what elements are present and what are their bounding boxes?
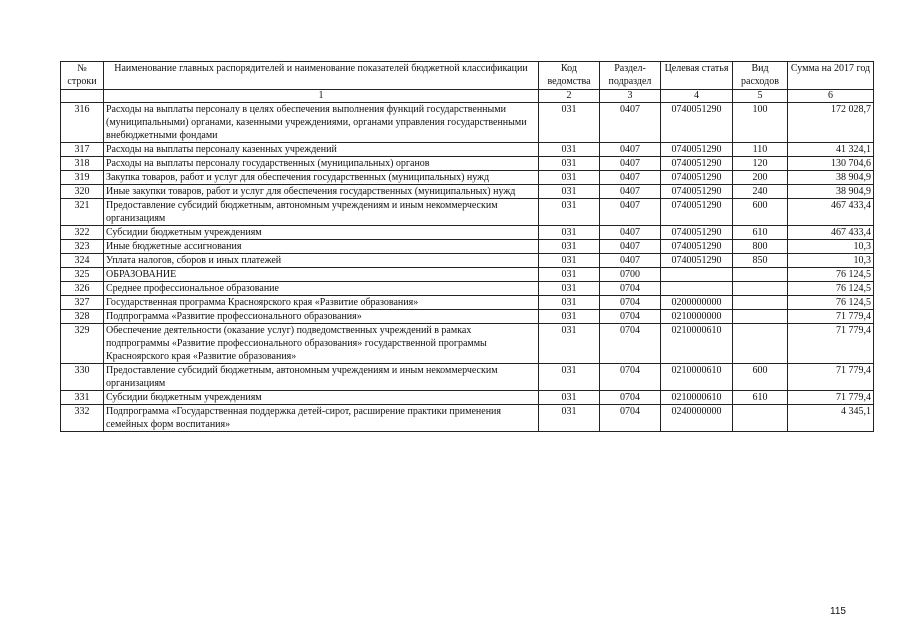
- table-row: [61, 254, 874, 268]
- target-article-cell: [661, 282, 733, 296]
- expense-type-cell: 610: [733, 391, 788, 405]
- section-cell: 0407: [600, 199, 661, 226]
- section-cell: 0407: [600, 143, 661, 157]
- row-number-cell: 325: [61, 268, 104, 282]
- amount-cell: 76 124,5: [788, 268, 874, 282]
- department-code-cell: 031: [539, 296, 600, 310]
- expense-type-cell: 240: [733, 185, 788, 199]
- department-code-cell: 031: [539, 226, 600, 240]
- table-row: [61, 405, 874, 432]
- table-row: [61, 296, 874, 310]
- department-code-cell: 031: [539, 282, 600, 296]
- column-number-row: [61, 90, 874, 103]
- amount-cell: 71 779,4: [788, 310, 874, 324]
- name-cell: Предоставление субсидий бюджетным, автономным учреждениям и иным некоммерческим организациям: [104, 199, 539, 226]
- name-cell: Иные закупки товаров, работ и услуг для обеспечения государственных (муниципальных) нужд: [104, 185, 539, 199]
- name-cell: Среднее профессиональное образование: [104, 282, 539, 296]
- table-row: [61, 199, 874, 226]
- row-number-cell: 322: [61, 226, 104, 240]
- row-number-cell: 317: [61, 143, 104, 157]
- expense-type-cell: 600: [733, 364, 788, 391]
- row-number-cell: 327: [61, 296, 104, 310]
- row-number-cell: 316: [61, 103, 104, 143]
- expense-type-cell: [733, 324, 788, 364]
- row-number-cell: 323: [61, 240, 104, 254]
- section-cell: 0407: [600, 171, 661, 185]
- table-body: [61, 103, 874, 432]
- amount-cell: 467 433,4: [788, 199, 874, 226]
- row-number-cell: 326: [61, 282, 104, 296]
- table-row: [61, 364, 874, 391]
- department-code-cell: 031: [539, 364, 600, 391]
- name-cell: Предоставление субсидий бюджетным, автономным учреждениям и иным некоммерческим организациям: [104, 364, 539, 391]
- section-cell: 0407: [600, 240, 661, 254]
- expense-type-cell: 200: [733, 171, 788, 185]
- section-cell: 0700: [600, 268, 661, 282]
- amount-cell: 38 904,9: [788, 171, 874, 185]
- row-number-cell: 324: [61, 254, 104, 268]
- department-code-cell: 031: [539, 391, 600, 405]
- name-cell: Подпрограмма «Государственная поддержка детей-сирот, расширение практики применения семейных форм воспитания»: [104, 405, 539, 432]
- section-cell: 0704: [600, 296, 661, 310]
- header-department-code: Код ведомства: [539, 62, 600, 90]
- expense-type-cell: [733, 282, 788, 296]
- target-article-cell: 0740051290: [661, 157, 733, 171]
- department-code-cell: 031: [539, 268, 600, 282]
- expense-type-cell: 800: [733, 240, 788, 254]
- budget-table: [60, 61, 874, 432]
- header-target-article: Целевая статья: [661, 62, 733, 90]
- expense-type-cell: 110: [733, 143, 788, 157]
- name-cell: Государственная программа Красноярского края «Развитие образования»: [104, 296, 539, 310]
- amount-cell: 76 124,5: [788, 296, 874, 310]
- department-code-cell: 031: [539, 143, 600, 157]
- row-number-cell: 319: [61, 171, 104, 185]
- expense-type-cell: 100: [733, 103, 788, 143]
- section-cell: 0704: [600, 324, 661, 364]
- column-number: 6: [788, 90, 874, 103]
- department-code-cell: 031: [539, 185, 600, 199]
- target-article-cell: 0210000000: [661, 310, 733, 324]
- department-code-cell: 031: [539, 171, 600, 185]
- section-cell: 0407: [600, 157, 661, 171]
- amount-cell: 76 124,5: [788, 282, 874, 296]
- amount-cell: 467 433,4: [788, 226, 874, 240]
- name-cell: Расходы на выплаты персоналу в целях обеспечения выполнения функций государственными (муниципальными) органами, казенными учреждениями, органами управления государственными внебюджетными фондами: [104, 103, 539, 143]
- name-cell: Субсидии бюджетным учреждениям: [104, 391, 539, 405]
- header-name: Наименование главных распорядителей и наименование показателей бюджетной классификации: [104, 62, 539, 90]
- target-article-cell: 0200000000: [661, 296, 733, 310]
- header-section: Раздел-подраздел: [600, 62, 661, 90]
- amount-cell: 41 324,1: [788, 143, 874, 157]
- table-row: [61, 324, 874, 364]
- target-article-cell: 0740051290: [661, 240, 733, 254]
- row-number-cell: 321: [61, 199, 104, 226]
- department-code-cell: 031: [539, 310, 600, 324]
- expense-type-cell: 120: [733, 157, 788, 171]
- department-code-cell: 031: [539, 157, 600, 171]
- table-row: [61, 282, 874, 296]
- expense-type-cell: 610: [733, 226, 788, 240]
- amount-cell: 172 028,7: [788, 103, 874, 143]
- section-cell: 0704: [600, 391, 661, 405]
- target-article-cell: 0210000610: [661, 364, 733, 391]
- header-row-number: № строки: [61, 62, 104, 90]
- target-article-cell: 0740051290: [661, 143, 733, 157]
- column-number: [61, 90, 104, 103]
- amount-cell: 4 345,1: [788, 405, 874, 432]
- name-cell: Обеспечение деятельности (оказание услуг) подведомственных учреждений в рамках подпрограммы «Развитие профессионального образования» государственной программы Красноярского края «Развитие образования»: [104, 324, 539, 364]
- department-code-cell: 031: [539, 405, 600, 432]
- department-code-cell: 031: [539, 240, 600, 254]
- column-number: 3: [600, 90, 661, 103]
- column-number: 4: [661, 90, 733, 103]
- target-article-cell: 0740051290: [661, 199, 733, 226]
- table-row: [61, 391, 874, 405]
- expense-type-cell: 850: [733, 254, 788, 268]
- row-number-cell: 318: [61, 157, 104, 171]
- department-code-cell: 031: [539, 254, 600, 268]
- amount-cell: 10,3: [788, 254, 874, 268]
- header-expense-type: Вид расходов: [733, 62, 788, 90]
- target-article-cell: 0740051290: [661, 226, 733, 240]
- column-number: 2: [539, 90, 600, 103]
- row-number-cell: 331: [61, 391, 104, 405]
- page-number: 115: [830, 606, 846, 617]
- target-article-cell: 0740051290: [661, 185, 733, 199]
- table-row: [61, 185, 874, 199]
- target-article-cell: 0740051290: [661, 171, 733, 185]
- section-cell: 0704: [600, 364, 661, 391]
- section-cell: 0704: [600, 310, 661, 324]
- table-row: [61, 268, 874, 282]
- name-cell: Расходы на выплаты персоналу казенных учреждений: [104, 143, 539, 157]
- expense-type-cell: [733, 310, 788, 324]
- amount-cell: 71 779,4: [788, 324, 874, 364]
- name-cell: ОБРАЗОВАНИЕ: [104, 268, 539, 282]
- name-cell: Субсидии бюджетным учреждениям: [104, 226, 539, 240]
- column-number: 5: [733, 90, 788, 103]
- table-row: [61, 226, 874, 240]
- section-cell: 0704: [600, 282, 661, 296]
- target-article-cell: 0740051290: [661, 254, 733, 268]
- name-cell: Иные бюджетные ассигнования: [104, 240, 539, 254]
- target-article-cell: 0240000000: [661, 405, 733, 432]
- row-number-cell: 329: [61, 324, 104, 364]
- amount-cell: 71 779,4: [788, 391, 874, 405]
- name-cell: Расходы на выплаты персоналу государственных (муниципальных) органов: [104, 157, 539, 171]
- section-cell: 0704: [600, 405, 661, 432]
- target-article-cell: 0210000610: [661, 391, 733, 405]
- amount-cell: 38 904,9: [788, 185, 874, 199]
- department-code-cell: 031: [539, 103, 600, 143]
- table-row: [61, 157, 874, 171]
- section-cell: 0407: [600, 254, 661, 268]
- column-number: 1: [104, 90, 539, 103]
- table-row: [61, 310, 874, 324]
- section-cell: 0407: [600, 185, 661, 199]
- amount-cell: 71 779,4: [788, 364, 874, 391]
- expense-type-cell: [733, 296, 788, 310]
- department-code-cell: 031: [539, 199, 600, 226]
- target-article-cell: 0210000610: [661, 324, 733, 364]
- expense-type-cell: [733, 268, 788, 282]
- row-number-cell: 320: [61, 185, 104, 199]
- target-article-cell: 0740051290: [661, 103, 733, 143]
- header-amount: Сумма на 2017 год: [788, 62, 874, 90]
- table-row: [61, 103, 874, 143]
- table-row: [61, 240, 874, 254]
- name-cell: Уплата налогов, сборов и иных платежей: [104, 254, 539, 268]
- department-code-cell: 031: [539, 324, 600, 364]
- expense-type-cell: [733, 405, 788, 432]
- section-cell: 0407: [600, 103, 661, 143]
- row-number-cell: 332: [61, 405, 104, 432]
- amount-cell: 130 704,6: [788, 157, 874, 171]
- table-row: [61, 171, 874, 185]
- name-cell: Закупка товаров, работ и услуг для обеспечения государственных (муниципальных) нужд: [104, 171, 539, 185]
- target-article-cell: [661, 268, 733, 282]
- header-row: [61, 62, 874, 90]
- amount-cell: 10,3: [788, 240, 874, 254]
- row-number-cell: 328: [61, 310, 104, 324]
- table-row: [61, 143, 874, 157]
- row-number-cell: 330: [61, 364, 104, 391]
- name-cell: Подпрограмма «Развитие профессионального образования»: [104, 310, 539, 324]
- expense-type-cell: 600: [733, 199, 788, 226]
- section-cell: 0407: [600, 226, 661, 240]
